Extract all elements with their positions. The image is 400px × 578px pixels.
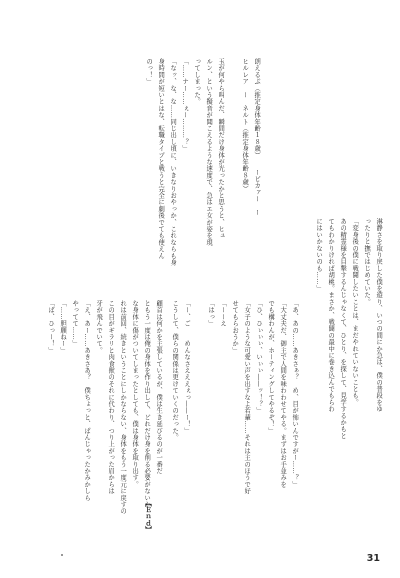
text-column: 身時間が短いとはな、転職タイプと戦うと完全に劇後でても使えん bbox=[157, 58, 165, 259]
text-column: やってて……」 bbox=[71, 300, 79, 347]
text-column: のっ！」 bbox=[145, 58, 153, 85]
text-column: ったりと撫ではじめていた。 bbox=[363, 218, 371, 306]
text-column: ともう一度は俺の身体を作り出して、どれだけ身を削る必要がないか bbox=[143, 300, 151, 508]
page-dot bbox=[61, 554, 63, 556]
text-column: 「女子のような可愛い声を出すなよ若輩……それは主のほうで好 bbox=[243, 300, 251, 495]
text-column: 「ー、ご めんなさえええぇっ――ー！」 bbox=[183, 300, 191, 434]
text-column: 「ひ、ひぃぃぃ、いぃぃ――ッ！？」 bbox=[255, 300, 263, 414]
text-column: 「ーーえ bbox=[219, 300, 227, 327]
text-column: れは前回、続きということにしかならない、身体をもう一度元に戻すの bbox=[119, 300, 127, 515]
end-mark: 【Ｅｎｄ】 bbox=[144, 500, 152, 533]
text-column: な身体に傷がついてしまったとしても、僕は身体を取り出す。 bbox=[131, 300, 139, 488]
text-column: 「ば、ひっー！」 bbox=[47, 300, 55, 354]
text-column: 「あ、あの……あきさぁ？ め、目が怖いんですがー……？」 bbox=[291, 300, 299, 488]
text-column: 「え、あー……あきさあ？ 僕ちょっと、ぱんじゃったかみかしら bbox=[83, 300, 91, 501]
text-column: 「……胆願ねー」 bbox=[59, 300, 67, 354]
text-column: せてもらおうか」 bbox=[231, 300, 239, 354]
text-column: 「はっ」 bbox=[207, 300, 215, 327]
text-column: こうして、僕らの関係は更けていくのだった。 bbox=[171, 300, 179, 441]
text-column: 「……ナー……ぇー………？」 bbox=[181, 58, 189, 152]
text-column: この目がギラリと肉食獣のそれに代わり、つり上がった眉からは bbox=[107, 300, 115, 495]
page-number: 31 bbox=[366, 553, 380, 564]
text-column: ってしまった。 bbox=[193, 58, 201, 105]
text-column: ヒルレア ー ネルト（推定身体年齢８歳） bbox=[241, 58, 249, 192]
text-column: 顧首は何かを主張しているが、僕は生き延びるのが一番だ bbox=[155, 300, 163, 475]
text-column: 「大丈夫だ、御主で人間を味わわせてやる。まずはお手並みを bbox=[279, 300, 287, 488]
text-column: 玉が何やら叫んだ、瞬間だけ身体が光ったかと思うと、ヒュ bbox=[217, 58, 225, 239]
text-column: 朗えるぷ（推定身体年齢１８歳） ーピカァー ー bbox=[253, 58, 261, 216]
text-column: 淋静さを取り戻した僕を遊り、いつの間にか急は、僕の普段をゆ bbox=[375, 218, 383, 413]
text-column: 牙が飛んでいて。 bbox=[95, 300, 103, 354]
text-column: てもわかりければ胡桃。まさか、戦闘の最中に巻き込んでもらわ bbox=[327, 218, 335, 413]
text-column: 「変身後の僕に戦闘したいことは、まだやれていないことも。 bbox=[351, 218, 359, 406]
text-column: にはいかないのも……」 bbox=[315, 218, 323, 292]
text-column: 「なッ、な、な……同じ出し頃に、いきなりおやっか、これならも身 bbox=[169, 58, 177, 266]
text-column: あの精霊様を目撃するんじゃなくて、ひとり、を探して、見学するかもと bbox=[339, 218, 347, 440]
text-column: でも構わんが、ホーティングしてやるぞ！」 bbox=[267, 300, 275, 434]
text-column: ルン、という擬音が聞こえるような速度で、急はエ女が姿を現 bbox=[205, 58, 213, 246]
